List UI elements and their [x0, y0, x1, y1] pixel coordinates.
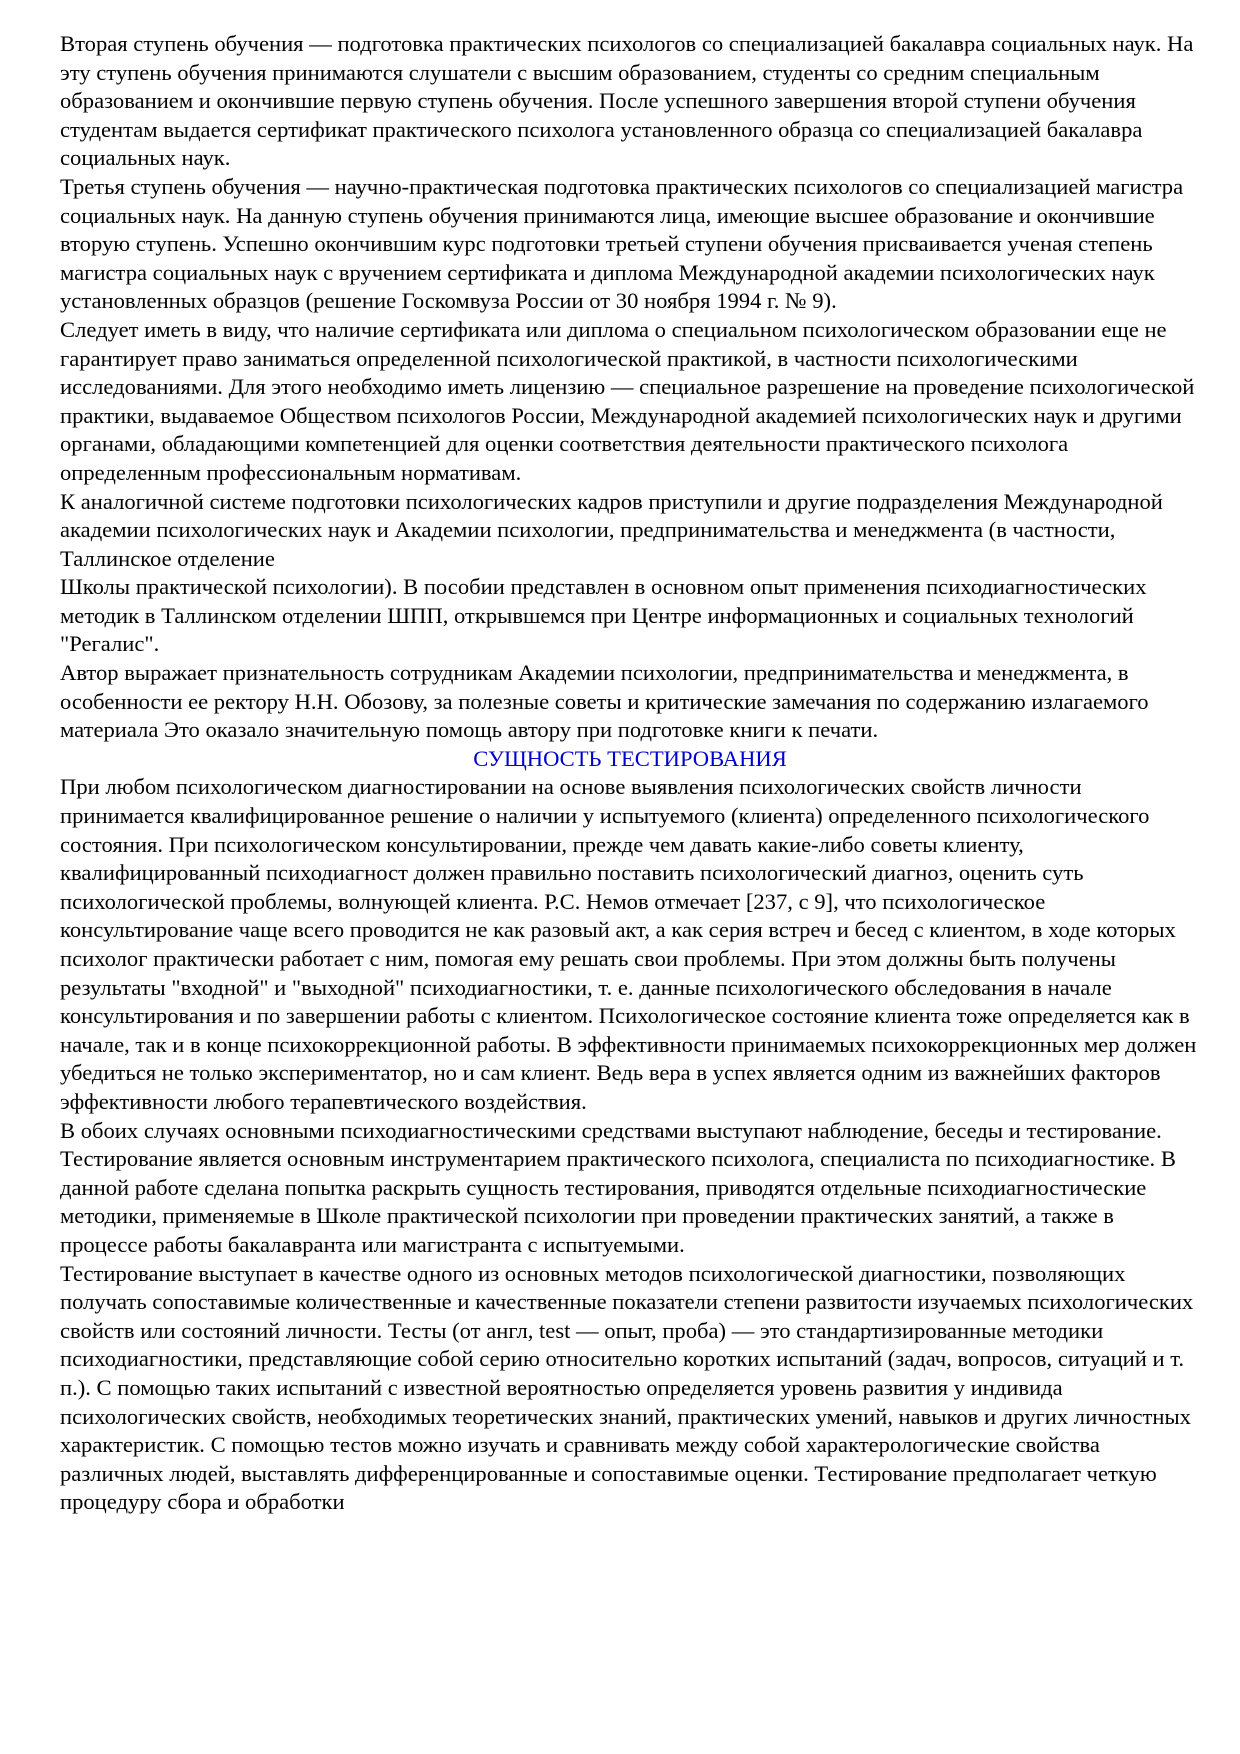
paragraph-analogous-system: К аналогичной системе подготовки психологических кадров приступили и другие подразделения Международной академии психологических наук и Академии психологии, предпринимательства и менеджмента (в частности, Таллинское отделение	[60, 488, 1163, 571]
paragraph-testing-definition: Тестирование выступает в качестве одного из основных методов психологической диагностики, позволяющих получать сопоставимые количественные и качественные показатели степени развитости изучаемых психологических свойств или состояний личности. Тесты (от англ, test — опыт, проба) — это стандартизированные методики психодиагностики, представляющие собой серию относительно коротких испытаний (задач, вопросов, ситуаций и т. п.). С помощью таких испытаний с известной вероятностью определяется уровень развития у индивида психологических свойств, необходимых теоретических знаний, практических умений, навыков и других личностных характеристик. С помощью тестов можно изучать и сравнивать между собой характерологические свойства различных людей, выставлять дифференцированные и сопоставимые оценки. Тестирование предполагает четкую процедуру сбора и обработки	[60, 1260, 1194, 1515]
paragraph-diagnostics: При любом психологическом диагностировании на основе выявления психологических свойств личности принимается квалифицированное решение о наличии у испытуемого (клиента) определенного психологического состояния. При психологическом консультировании, прежде чем давать какие-либо советы клиенту, квалифицированный психодиагност должен правильно поставить психологический диагноз, оценить суть психологической проблемы, волнующей клиента. Р.С. Немов отмечает [237, с 9], что психологическое консультирование чаще всего проводится не как разовый акт, а как серия встреч и бесед с клиентом, в ходе которых психолог практически работает с ним, помогая ему решать свои проблемы. При этом должны быть получены результаты "входной" и "выходной" психодиагностики, т. е. данные психологического обследования в начале консультирования и по завершении работы с клиентом. Психологическое состояние клиента тоже определяется как в начале, так и в конце психокоррекционной работы. В эффективности принимаемых психокоррекционных мер должен убедиться не только экспериментатор, но и сам клиент. Ведь вера в успех является одним из важнейших факторов эффективности любого терапевтического воздействия.	[60, 774, 1197, 1114]
paragraph-school-experience: Школы практической психологии). В пособии представлен в основном опыт применения психодиагностических методик в Таллинском отделении ШПП, открывшемся при Центре информационных и социальных технологий "Регалис".	[60, 574, 1147, 657]
paragraph-methods: В обоих случаях основными психодиагностическими средствами выступают наблюдение, беседы и тестирование. Тестирование является основным инструментарием практического психолога, специалиста по психодиагностике. В данной работе сделана попытка раскрыть сущность тестирования, приводятся отдельные психодиагностические методики, применяемые в Школе практической психологии при проведении практических занятий, а также в процессе работы бакалавранта или магистранта с испытуемыми.	[60, 1117, 1176, 1257]
document-page	[60, 30, 1200, 1517]
paragraph-license-note: Следует иметь в виду, что наличие сертификата или диплома о специальном психологическом образовании еще не гарантирует право заниматься определенной психологической практикой, в частности психологическими исследованиями. Для этого необходимо иметь лицензию — специальное разрешение на проведение психологической практики, выдаваемое Обществом психологов России, Международной академией психологических наук и другими органами, обладающими компетенцией для оценки соответствия деятельности практического психолога определенным профессиональным нормативам.	[60, 316, 1195, 485]
section-heading: СУЩНОСТЬ ТЕСТИРОВАНИЯ	[473, 745, 787, 771]
paragraph-acknowledgements: Автор выражает признательность сотрудникам Академии психологии, предпринимательства и менеджмента, в особенности ее ректору Н.Н. Обозову, за полезные советы и критические замечания по содержанию излагаемого материала Это оказало значительную помощь автору при подготовке книги к печати.	[60, 660, 1149, 743]
paragraph-second-stage: Вторая ступень обучения — подготовка практических психологов со специализацией бакалавра социальных наук. На эту ступень обучения принимаются слушатели с высшим образованием, студенты со средним специальным образованием и окончившие первую ступень обучения. После успешного завершения второй ступени обучения студентам выдается сертификат практического психолога установленного образца со специализацией бакалавра социальных наук.	[60, 31, 1194, 171]
paragraph-third-stage: Третья ступень обучения — научно-практическая подготовка практических психологов со специализацией магистра социальных наук. На данную ступень обучения принимаются лица, имеющие высшее образование и окончившие вторую ступень. Успешно окончившим курс подготовки третьей ступени обучения присваивается ученая степень магистра социальных наук с вручением сертификата и диплома Международной академии психологических наук установленных образцов (решение Госкомвуза России от 30 ноября 1994 г. № 9).	[60, 173, 1184, 314]
